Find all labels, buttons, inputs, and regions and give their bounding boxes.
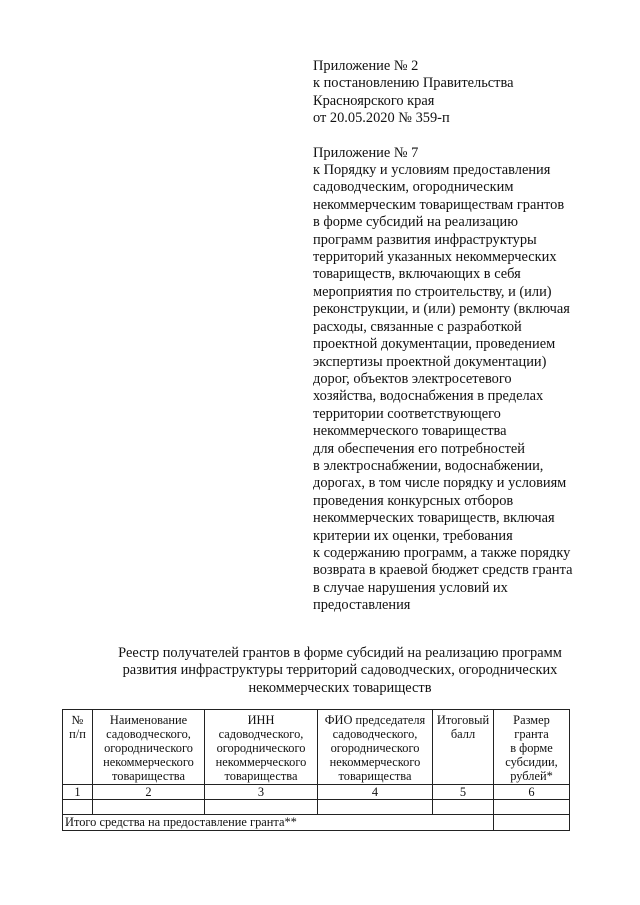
column-number: 5: [433, 785, 494, 800]
registry-title-line: развития инфраструктуры территорий садоводческих, огороднических: [122, 662, 558, 679]
table-cell: [318, 800, 433, 815]
table-cell: [63, 800, 93, 815]
appendix-line: товариществ, включающих в себя: [313, 266, 521, 283]
appendix-line: Красноярского края: [313, 92, 435, 109]
appendix-line: некоммерческим товариществам грантов: [313, 196, 565, 213]
appendix-line: некоммерческих товариществ, включая: [313, 510, 555, 527]
table-cell: [494, 800, 570, 815]
appendix-line: проектной документации, проведением: [313, 336, 556, 353]
column-number: 3: [205, 785, 318, 800]
appendix-header-poryadok: [313, 145, 631, 615]
header-line: Наименование: [109, 713, 188, 727]
header-grant-amount: [494, 710, 570, 785]
appendix-line: для обеспечения его потребностей: [313, 440, 525, 457]
appendix-line: предоставления: [313, 597, 411, 614]
appendix-line: реконструкции, и (или) ремонту (включая: [313, 301, 570, 318]
total-value-cell: [494, 815, 570, 831]
appendix-line: хозяйства, водоснабжения в пределах: [313, 388, 544, 405]
appendix-line: к содержанию программ, а также порядку: [313, 544, 571, 561]
registry-table: [62, 709, 570, 831]
column-number: 2: [93, 785, 205, 800]
appendix-line: к постановлению Правительства: [313, 75, 514, 92]
header-line: садоводческого,: [218, 727, 304, 741]
header-line: садоводческого,: [332, 727, 418, 741]
total-row: [63, 815, 570, 831]
spacer: [313, 128, 631, 145]
header-line: ФИО председателя: [324, 713, 426, 727]
registry-title-line: Реестр получателей грантов в форме субсидий на реализацию программ: [118, 645, 562, 661]
appendix-line: садоводческим, огородническим: [313, 179, 514, 196]
appendix-line: мероприятия по строительству, и (или): [313, 283, 552, 300]
header-line: огороднического: [216, 741, 306, 755]
header-line: садоводческого,: [106, 727, 191, 741]
appendix-line: некоммерческого товарищества: [313, 423, 507, 440]
table-header-row: [63, 710, 570, 785]
appendix-line: возврата в краевой бюджет средств гранта: [313, 562, 573, 579]
header-score: [433, 710, 494, 785]
header-line: Размер: [513, 713, 550, 727]
column-number: 1: [63, 785, 93, 800]
header-line: в форме: [510, 741, 553, 755]
appendix-line: экспертизы проектной документации): [313, 353, 547, 370]
appendix-line: расходы, связанные с разработкой: [313, 318, 522, 335]
appendix-line: программ развития инфраструктуры: [313, 231, 537, 248]
appendix-header-postanovlenie: [313, 58, 631, 128]
registry-title: [60, 645, 620, 697]
header-line: некоммерческого: [329, 755, 421, 769]
header-name: [93, 710, 205, 785]
header-line: огороднического: [330, 741, 420, 755]
table-cell: [93, 800, 205, 815]
header-line: товарищества: [338, 769, 412, 783]
header-inn: [205, 710, 318, 785]
column-number: 4: [318, 785, 433, 800]
column-number-row: [63, 785, 570, 800]
table-cell: [205, 800, 318, 815]
header-line: субсидии,: [505, 755, 558, 769]
appendix-line: от 20.05.2020 № 359-п: [313, 110, 450, 127]
appendix-line: в форме субсидий на реализацию: [313, 214, 518, 231]
header-line: Итоговый: [436, 713, 490, 727]
appendix-line: дорог, объектов электросетевого: [313, 370, 512, 387]
header-line: товарищества: [112, 769, 185, 783]
registry-title-line: некоммерческих товариществ: [248, 679, 432, 696]
header-line: №: [71, 713, 84, 727]
header-line: товарищества: [224, 769, 298, 783]
header-line: огороднического: [104, 741, 193, 755]
appendix-line: Приложение № 7: [313, 144, 419, 161]
header-line: рублей*: [510, 769, 553, 783]
appendix-line: в случае нарушения условий их: [313, 579, 508, 596]
appendix-line: в электроснабжении, водоснабжении,: [313, 457, 544, 474]
appendix-line: к Порядку и условиям предоставления: [313, 162, 551, 179]
appendix-line: Приложение № 2: [313, 58, 419, 74]
header-line: ИНН: [247, 713, 275, 727]
header-chairman: [318, 710, 433, 785]
appendix-line: критерии их оценки, требования: [313, 527, 513, 544]
header-number: [63, 710, 93, 785]
appendix-line: территории соответствующего: [313, 405, 501, 422]
header-line: балл: [450, 727, 476, 741]
table-cell: [433, 800, 494, 815]
appendix-line: проведения конкурсных отборов: [313, 492, 514, 509]
total-label: Итого средства на предоставление гранта**: [63, 815, 494, 831]
table-row: [63, 800, 570, 815]
header-line: некоммерческого: [103, 755, 194, 769]
appendix-block: [313, 58, 631, 615]
appendix-line: территорий указанных некоммерческих: [313, 249, 557, 266]
appendix-line: дорогах, в том числе порядку и условиям: [313, 475, 567, 492]
header-line: п/п: [69, 727, 86, 741]
header-line: гранта: [514, 727, 549, 741]
column-number: 6: [494, 785, 570, 800]
header-line: некоммерческого: [215, 755, 307, 769]
